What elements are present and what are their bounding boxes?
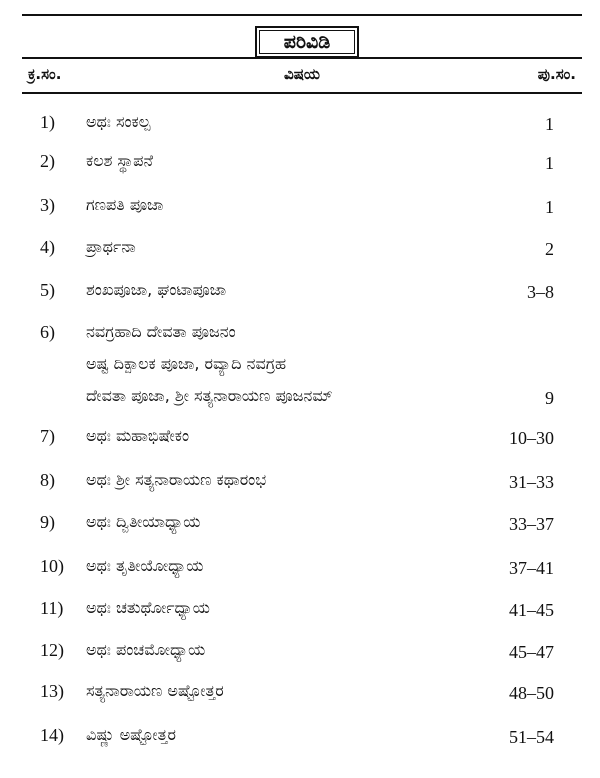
entry-number: 3) xyxy=(40,195,55,215)
entry-page: 37–41 xyxy=(509,558,554,578)
entry-page: 1 xyxy=(545,114,554,134)
entry-number: 8) xyxy=(40,470,55,490)
entry-number: 4) xyxy=(40,237,55,257)
entry-title-line: ಶಂಖಪೂಜಾ, ಘಂಟಾಪೂಜಾ xyxy=(86,280,227,299)
entry-number: 13) xyxy=(40,681,64,701)
entry-number: 5) xyxy=(40,280,55,300)
entry-number: 11) xyxy=(40,598,64,618)
entry-number: 14) xyxy=(40,725,64,745)
entry-number: 2) xyxy=(40,151,55,171)
entry-page: 1 xyxy=(545,153,554,173)
entry-title-line: ಅಥಃ ಮಹಾಭಿಷೇಕಂ xyxy=(86,426,190,445)
entry-page: 10–30 xyxy=(509,428,554,448)
entry-page: 41–45 xyxy=(509,600,554,620)
entry-title-line: ನವಗ್ರಹಾದಿ ದೇವತಾ ಪೂಜನಂ xyxy=(86,322,236,341)
entry-title-line: ಅಥಃ ಶ್ರೀ ಸತ್ಯನಾರಾಯಣ ಕಥಾರಂಭ xyxy=(86,470,267,489)
entry-title-line: ಅಥಃ ದ್ವಿತೀಯಾಧ್ಯಾಯ xyxy=(86,512,201,531)
entry-number: 9) xyxy=(40,512,55,532)
entry-page: 31–33 xyxy=(509,472,554,492)
entry-title-line: ಅಥಃ ತೃತೀಯೋಧ್ಯಾಯ xyxy=(86,556,204,575)
entry-title-line: ದೇವತಾ ಪೂಜಾ, ಶ್ರೀ ಸತ್ಯನಾರಾಯಣ ಪೂಜನಮ್ xyxy=(86,386,333,405)
entry-title-line: ಅಥಃ ಚತುರ್ಥೋಧ್ಯಾಯ xyxy=(86,598,210,617)
entry-number: 7) xyxy=(40,426,55,446)
entry-title-line: ಗಣಪತಿ ಪೂಜಾ xyxy=(86,195,164,214)
entry-page: 1 xyxy=(545,197,554,217)
entry-title-line: ಅಥಃ ಸಂಕಲ್ಪ xyxy=(86,112,151,131)
entry-page: 48–50 xyxy=(509,683,554,703)
entry-page: 33–37 xyxy=(509,514,554,534)
entry-page: 2 xyxy=(545,239,554,259)
entry-page: 3–8 xyxy=(527,282,554,302)
entry-page: 45–47 xyxy=(509,642,554,662)
entry-page: 9 xyxy=(545,388,554,408)
header-serial: ಕ್ರ.ಸಂ. xyxy=(28,65,62,83)
entry-page: 51–54 xyxy=(509,727,554,747)
entry-number: 1) xyxy=(40,112,55,132)
header-subject: ವಿಷಯ xyxy=(284,65,320,83)
entry-number: 12) xyxy=(40,640,64,660)
entry-title-line: ಸತ್ಯನಾರಾಯಣ ಅಷ್ಟೋತ್ತರ xyxy=(86,681,224,700)
entry-number: 10) xyxy=(40,556,64,576)
entry-title-line: ಅಷ್ಟ ದಿಕ್ಪಾಲಕ ಪೂಜಾ, ರವ್ಯಾದಿ ನವಗ್ರಹ xyxy=(86,354,287,373)
header-page: ಪು.ಸಂ. xyxy=(537,65,576,83)
entry-title-line: ಕಲಶ ಸ್ಥಾಪನೆ xyxy=(86,151,153,170)
entry-number: 6) xyxy=(40,322,55,342)
entry-title-line: ಅಥಃ ಪಂಚಮೋಧ್ಯಾಯ xyxy=(86,640,206,659)
entry-title-line: ಪ್ರಾರ್ಥನಾ xyxy=(86,237,136,256)
page-title: ಪರಿವಿಡಿ xyxy=(259,30,355,54)
entry-title-line: ವಿಷ್ಣು ಅಷ್ಟೋತ್ತರ xyxy=(86,725,176,744)
